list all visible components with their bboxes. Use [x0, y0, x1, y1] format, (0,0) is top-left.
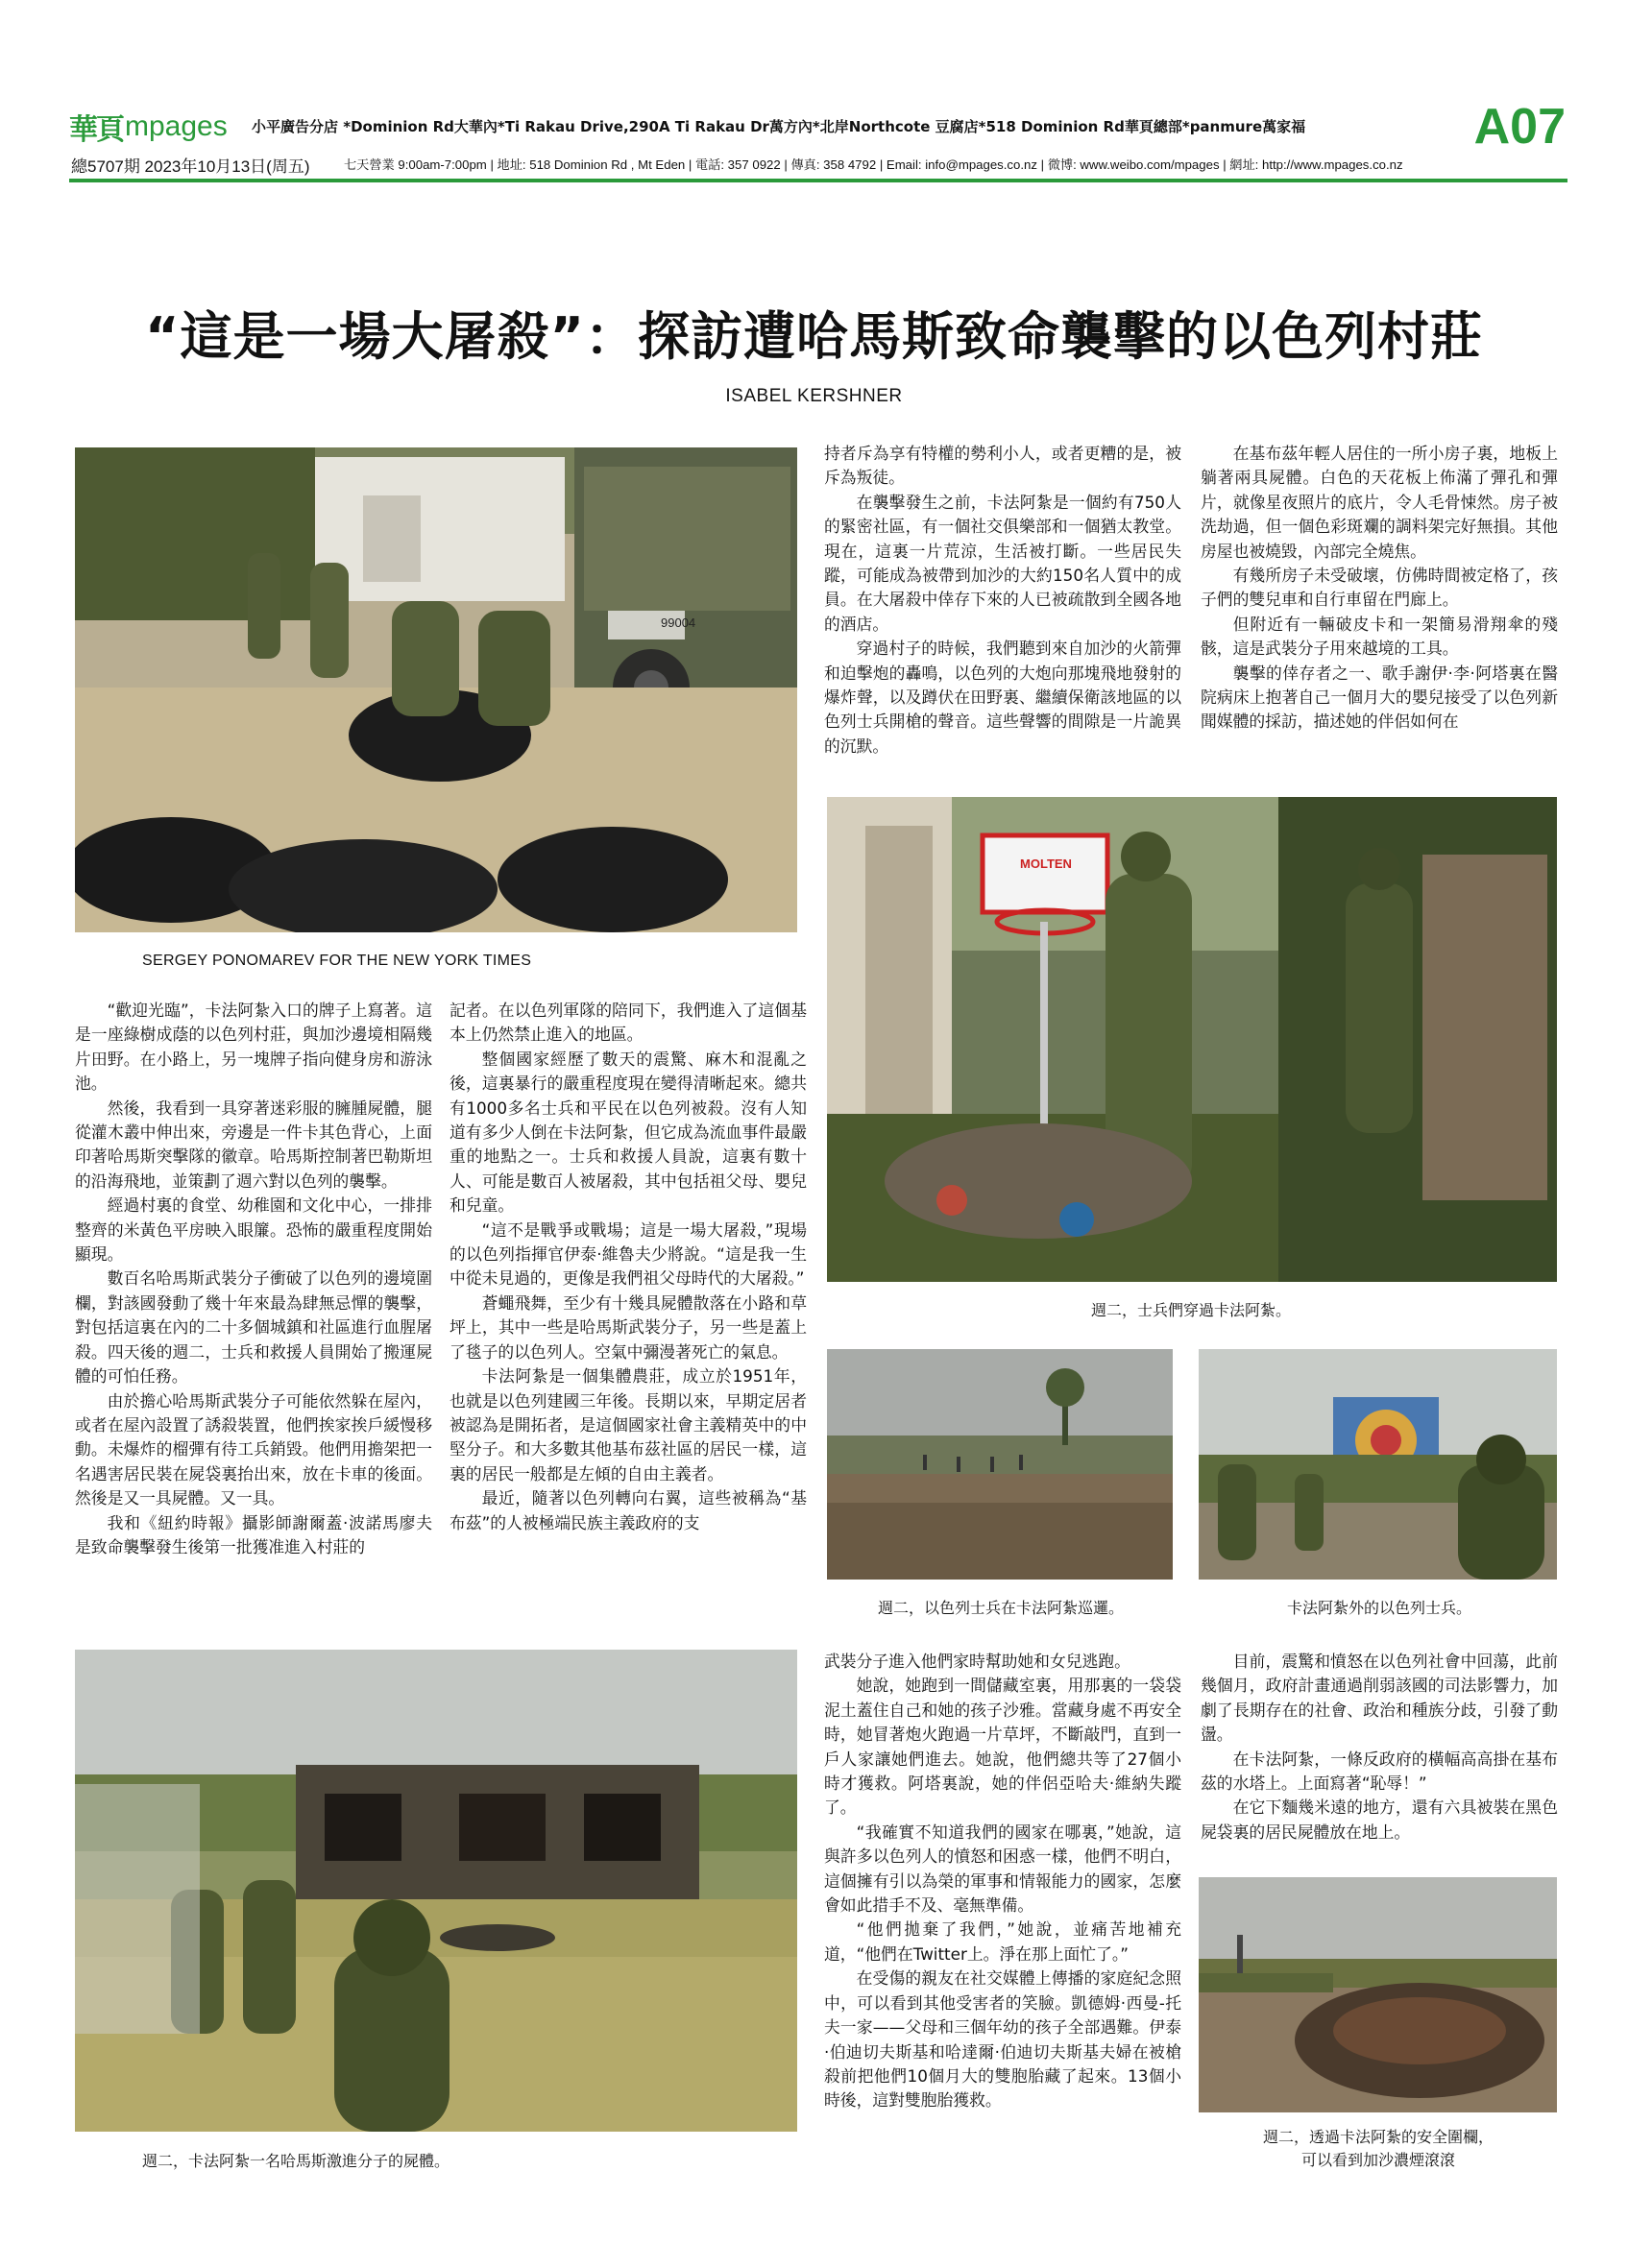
paragraph: “這不是戰爭或戰場；這是一場大屠殺，”現場的以色列指揮官伊泰·維魯夫少將說。“這是我一生中從未見過的，更像是我們祖父母時代的大屠殺。”: [450, 1219, 807, 1289]
article-column-4: [1201, 442, 1558, 778]
photo-soldiers-body-bags: [75, 447, 797, 932]
paragraph: 最近，隨著以色列轉向右翼，這些被稱為“基布茲”的人被極端民族主義政府的支: [450, 1488, 807, 1532]
paragraph: 蒼蠅飛舞，至少有十幾具屍體散落在小路和草坪上，其中一些是哈馬斯武裝分子，另一些是蓋上了毯子的以色列人。空氣中彌漫著死亡的氣息。: [450, 1292, 807, 1362]
paragraph: 在襲擊發生之前，卡法阿紮是一個約有750人的緊密社區，有一個社交俱樂部和一個猶太教堂。現在，這裏一片荒涼，生活被打斷。一些居民失蹤，可能成為被帶到加沙的大約150名人質中的成員。在大屠殺中倖存下來的人已被疏散到全國各地的酒店。: [824, 492, 1181, 634]
paragraph: “我確實不知道我們的國家在哪裏，”她說，這與許多以色列人的憤怒和困惑一樣，他們不明白，這個擁有引以為榮的軍事和情報能力的國家，怎麼會如此措手不及、毫無準備。: [824, 1822, 1181, 1916]
paragraph: 由於擔心哈馬斯武裝分子可能依然躲在屋內，或者在屋內設置了誘殺裝置，他們挨家挨戶緩慢移動。未爆炸的榴彈有待工兵銷毀。他們用擔架把一名遇害居民裝在屍袋裏抬出來，放在卡車的後面。然後是又一具屍體。又一具。: [75, 1390, 432, 1508]
paragraph: 經過村裏的食堂、幼稚園和文化中心，一排排整齊的米黃色平房映入眼簾。恐怖的嚴重程度開始顯現。: [75, 1195, 432, 1265]
paragraph: 數百名哈馬斯武裝分子衝破了以色列的邊境圍欄，對該國發動了幾十年來最為肆無忌憚的襲擊，對包括這裏在內的二十多個城鎮和社區進行血腥屠殺。四天後的週二，士兵和救援人員開始了搬運屍體的可怕任務。: [75, 1268, 432, 1387]
paragraph: 持者斥為享有特權的勢利小人，或者更糟的是，被斥為叛徒。: [824, 444, 1181, 488]
photo-militant-body: [75, 1650, 797, 2132]
article-column-3: [824, 442, 1181, 778]
paragraph: “歡迎光臨”，卡法阿紮入口的牌子上寫著。這是一座綠樹成蔭的以色列村莊，與加沙邊境相隔幾片田野。在小路上，另一塊牌子指向健身房和游泳池。: [75, 1001, 432, 1094]
paragraph: 武裝分子進入他們家時幫助她和女兒逃跑。: [824, 1652, 1130, 1671]
issue-date: 總5707期 2023年10月13日(周五): [71, 157, 310, 176]
article-column-1: [75, 999, 432, 1609]
paragraph: 襲擊的倖存者之一、歌手謝伊·李·阿塔裏在醫院病床上抱著自己一個月大的嬰兒接受了以色列新聞媒體的採訪，描述她的伴侶如何在: [1201, 663, 1558, 732]
article-column-5: [824, 1650, 1181, 2168]
logo-mark: 華頁: [69, 113, 123, 147]
photo-soldiers-outside: [1199, 1349, 1557, 1580]
photo-caption-6-line-1: 週二，透過卡法阿紮的安全圍欄，: [1262, 2128, 1494, 2146]
photo-caption-6: [1203, 2126, 1554, 2172]
masthead-rule: [69, 179, 1567, 182]
paragraph: 在受傷的親友在社交媒體上傳播的家庭紀念照中，可以看到其他受害者的笑臉。凱德姆·西曼-托夫一家——父母和三個年幼的孩子全部遇難。伊泰·伯迪切夫斯基和哈達爾·伯迪切夫斯基夫婦在被槍殺前把他們10個月大的雙胞胎藏了起來。13個小時後，這對雙胞胎獲救。: [824, 1968, 1181, 2111]
hoop-backboard-text: MOLTEN: [1020, 857, 1072, 871]
article-column-6: [1201, 1650, 1558, 1842]
photo-caption-4: 卡法阿紮外的以色列士兵。: [1286, 1599, 1471, 1617]
paragraph: 她說，她跑到一間儲藏室裏，用那裏的一袋袋泥土蓋住自己和她的孩子沙雅。當藏身處不再安全時，她冒著炮火跑過一片草坪，不斷敲門，直到一戶人家讓她們進去。她說，他們總共等了27個小時才獲救。阿塔裏說，她的伴侶亞哈夫·維納失蹤了。: [824, 1676, 1181, 1818]
photo-caption-6-line-2: 可以看到加沙濃煙滾滾: [1300, 2151, 1455, 2169]
article-column-2: [450, 999, 807, 1609]
paragraph: “他們拋棄了我們，”她說，並痛苦地補充道，“他們在Twitter上。淨在那上面忙了。”: [824, 1919, 1181, 1964]
page-number: A07: [1473, 99, 1566, 155]
photo-caption-2: 週二，士兵們穿過卡法阿紮。: [1090, 1301, 1291, 1319]
truck-plate: 99004: [661, 615, 696, 630]
paragraph: 有幾所房子未受破壞，仿佛時間被定格了，孩子們的雙兒車和自行車留在門廊上。: [1201, 566, 1558, 610]
headline: “這是一場大屠殺”：探訪遭哈馬斯致命襲擊的以色列村莊: [145, 306, 1483, 367]
paragraph: 目前，震驚和憤怒在以色列社會中回蕩，此前幾個月，政府計畫通過削弱該國的司法影響力，加劇了長期存在的社會、政治和種族分歧，引發了動盪。: [1201, 1652, 1558, 1745]
paragraph: 穿過村子的時候，我們聽到來自加沙的火箭彈和迫擊炮的轟鳴，以色列的大炮向那塊飛地發射的爆炸聲，以及蹲伏在田野裏、繼續保衛該地區的以色列士兵開槍的聲音。這些聲響的間隙是一片詭異的沉默。: [824, 639, 1181, 756]
paragraph: 在卡法阿紮，一條反政府的橫幅高高掛在基布茲的水塔上。上面寫著“恥辱！”: [1201, 1749, 1558, 1794]
paragraph: 在基布茲年輕人居住的一所小房子裏，地板上躺著兩具屍體。白色的天花板上佈滿了彈孔和彈片，就像星夜照片的底片，令人毛骨悚然。房子被洗劫過，但一個色彩斑斕的調料架完好無損。其他房屋也被燒毀，內部完全燒焦。: [1201, 444, 1558, 561]
contact-info: 七天營業 9:00am-7:00pm | 地址: 518 Dominion Rd , Mt Eden | 電話: 357 0922 | 傳真: 358 4792 | Email: info@mpages.co.nz | 微博: www.weibo.com/mpages | 網址: http://www.mpages.co.nz: [344, 157, 1403, 172]
paragraph: 在它下麵幾米遠的地方，還有六具被裝在黑色屍袋裏的居民屍體放在地上。: [1201, 1798, 1558, 1842]
paragraph: 整個國家經歷了數天的震驚、麻木和混亂之後，這裏暴行的嚴重程度現在變得清晰起來。總共有1000多名士兵和平民在以色列被殺。沒有人知道有多少人倒在卡法阿紮，但它成為流血事件最嚴重的地點之一。士兵和救援人員說，這裏有數十人、可能是數百人被屠殺，其中包括祖父母、嬰兒和兒童。: [450, 1049, 807, 1216]
paragraph: 卡法阿紮是一個集體農莊，成立於1951年，也就是以色列建國三年後。長期以來，早期定居者被認為是開拓者，是這個國家社會主義精英中的中堅分子。和大多數其他基布茲社區的居民一樣，這裏的居民一般都是左傾的自由主義者。: [450, 1366, 807, 1484]
mpages-logo: [69, 108, 242, 146]
paragraph: 我和《紐約時報》攝影師謝爾蓋·波諾馬廖夫是致命襲擊發生後第一批獲准進入村莊的: [75, 1512, 432, 1556]
paragraph: 然後，我看到一具穿著迷彩服的臃腫屍體，腿從灌木叢中伸出來，旁邊是一件卡其色背心，上面印著哈馬斯突擊隊的徽章。哈馬斯控制著巴勒斯坦的沿海飛地，並策劃了週六對以色列的襲擊。: [75, 1098, 432, 1191]
photo-soldiers-playground: [827, 797, 1557, 1282]
photo-caption-3: 週二，以色列士兵在卡法阿紮巡邏。: [877, 1599, 1124, 1617]
photo-patrol-field: [827, 1349, 1173, 1580]
paragraph: 但附近有一輛破皮卡和一架簡易滑翔傘的殘骸，這是武裝分子用來越境的工具。: [1201, 614, 1558, 659]
paragraph: 記者。在以色列軍隊的陪同下，我們進入了這個基本上仍然禁止進入的地區。: [450, 1001, 807, 1045]
branch-list: 小平廣告分店 *Dominion Rd大華內*Ti Rakau Drive,290A Ti Rakau Dr萬方內*北岸Northcote 豆腐店*518 Dominion Rd華頁總部*panmure萬家福: [252, 118, 1306, 135]
photo-burnt-car-fence: [1199, 1877, 1557, 2112]
photo-caption-5: 週二，卡法阿紮一名哈馬斯激進分子的屍體。: [142, 2152, 450, 2170]
photo-credit: SERGEY PONOMAREV FOR THE NEW YORK TIMES: [142, 953, 532, 969]
logo-name: mpages: [125, 110, 228, 142]
byline: ISABEL KERSHNER: [725, 386, 903, 406]
